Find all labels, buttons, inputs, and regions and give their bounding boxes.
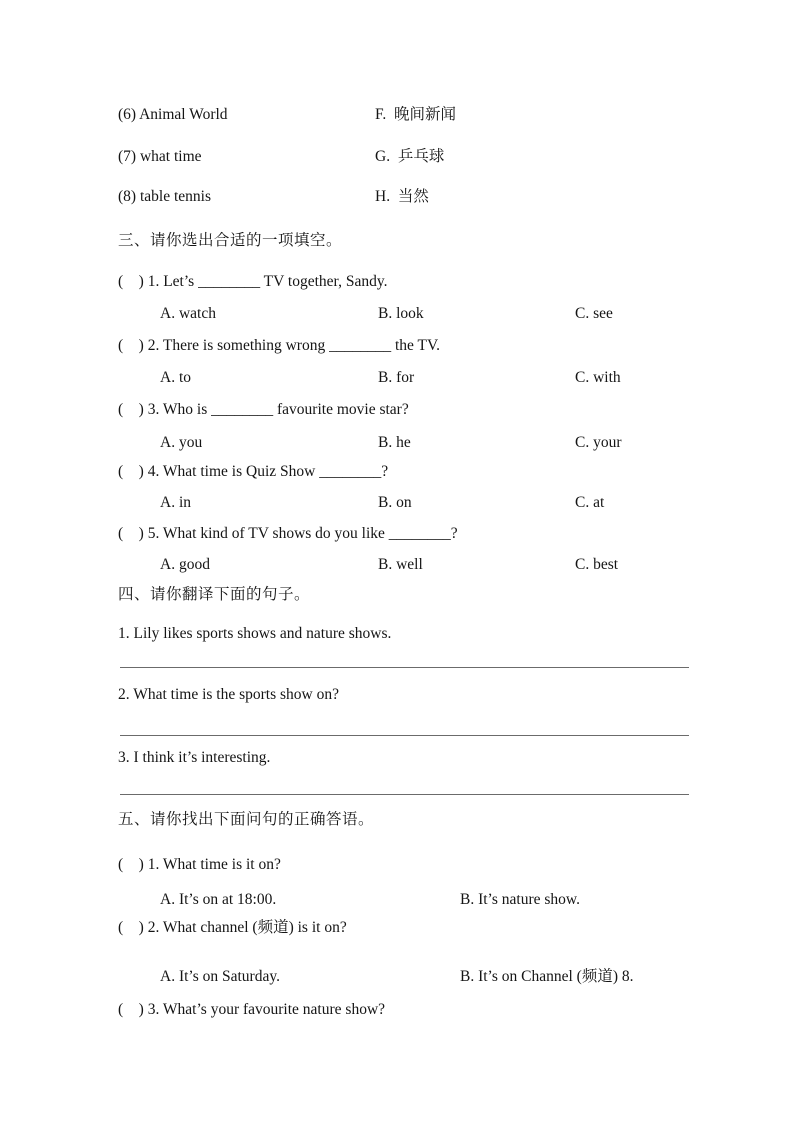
option-b-label: B. on bbox=[378, 494, 412, 511]
option-c-label: C. with bbox=[575, 369, 621, 386]
matching-right-item: H. 当然 bbox=[375, 188, 429, 205]
option-a-label: A. It’s on at 18:00. bbox=[160, 891, 277, 908]
matching-row-7 bbox=[0, 147, 793, 167]
option-a-label: A. to bbox=[160, 369, 191, 386]
matching-right-item: G. 乒乓球 bbox=[375, 148, 445, 165]
matching-right-item: F. 晚间新闻 bbox=[375, 106, 457, 123]
matching-left-item: (7) what time bbox=[118, 148, 202, 165]
matching-row-6 bbox=[0, 105, 793, 125]
mc-question-4 bbox=[0, 462, 793, 482]
qa-question-2 bbox=[0, 918, 793, 938]
translation-sentence: 1. Lily likes sports shows and nature shows. bbox=[118, 625, 392, 642]
mc-question-4-options bbox=[0, 493, 793, 513]
option-c-label: C. best bbox=[575, 556, 619, 573]
section-five-title: 五、请你找出下面问句的正确答语。 bbox=[118, 811, 375, 828]
matching-row-8 bbox=[0, 187, 793, 207]
mc-question-stem: ( ) 1. Let’s ________ TV together, Sandy. bbox=[118, 273, 388, 290]
qa-question-1 bbox=[0, 855, 793, 875]
translation-sentence: 3. I think it’s interesting. bbox=[118, 749, 271, 766]
mc-question-5-options bbox=[0, 555, 793, 575]
section-five-title-row bbox=[0, 810, 793, 830]
section-three-title: 三、请你选出合适的一项填空。 bbox=[118, 232, 343, 249]
option-b-label: B. well bbox=[378, 556, 423, 573]
mc-question-stem: ( ) 4. What time is Quiz Show ________? bbox=[118, 463, 389, 480]
mc-question-5 bbox=[0, 524, 793, 544]
option-b-label: B. It’s on Channel (频道) 8. bbox=[460, 968, 634, 985]
option-a-label: A. in bbox=[160, 494, 191, 511]
section-three-title-row bbox=[0, 231, 793, 251]
section-four-title-row bbox=[0, 585, 793, 605]
option-a-label: A. you bbox=[160, 434, 203, 451]
mc-question-2-options bbox=[0, 368, 793, 388]
option-b-label: B. It’s nature show. bbox=[460, 891, 580, 908]
translation-sentence-1 bbox=[0, 624, 793, 644]
mc-question-3-options bbox=[0, 433, 793, 453]
option-b-label: B. for bbox=[378, 369, 415, 386]
option-a-label: A. watch bbox=[160, 305, 216, 322]
answer-writing-line bbox=[120, 794, 689, 795]
mc-question-1-options bbox=[0, 304, 793, 324]
qa-question-3 bbox=[0, 1000, 793, 1020]
qa-question-2-options bbox=[0, 967, 793, 987]
mc-question-3 bbox=[0, 400, 793, 420]
option-c-label: C. see bbox=[575, 305, 613, 322]
matching-left-item: (8) table tennis bbox=[118, 188, 211, 205]
translation-sentence-3 bbox=[0, 748, 793, 768]
option-a-label: A. It’s on Saturday. bbox=[160, 968, 280, 985]
qa-question-1-options bbox=[0, 890, 793, 910]
matching-left-item: (6) Animal World bbox=[118, 106, 228, 123]
mc-question-2 bbox=[0, 336, 793, 356]
section-four-title: 四、请你翻译下面的句子。 bbox=[118, 586, 311, 603]
option-b-label: B. look bbox=[378, 305, 424, 322]
qa-question-stem: ( ) 2. What channel (频道) is it on? bbox=[118, 919, 347, 936]
mc-question-stem: ( ) 3. Who is ________ favourite movie star? bbox=[118, 401, 409, 418]
mc-question-stem: ( ) 2. There is something wrong ________ the TV. bbox=[118, 337, 441, 354]
qa-question-stem: ( ) 1. What time is it on? bbox=[118, 856, 281, 873]
qa-question-stem: ( ) 3. What’s your favourite nature show? bbox=[118, 1001, 386, 1018]
translation-sentence-2 bbox=[0, 685, 793, 705]
option-c-label: C. at bbox=[575, 494, 605, 511]
translation-sentence: 2. What time is the sports show on? bbox=[118, 686, 339, 703]
mc-question-stem: ( ) 5. What kind of TV shows do you like ________? bbox=[118, 525, 458, 542]
answer-writing-line bbox=[120, 735, 689, 736]
option-b-label: B. he bbox=[378, 434, 411, 451]
option-a-label: A. good bbox=[160, 556, 210, 573]
option-c-label: C. your bbox=[575, 434, 622, 451]
mc-question-1 bbox=[0, 272, 793, 292]
answer-writing-line bbox=[120, 667, 689, 668]
